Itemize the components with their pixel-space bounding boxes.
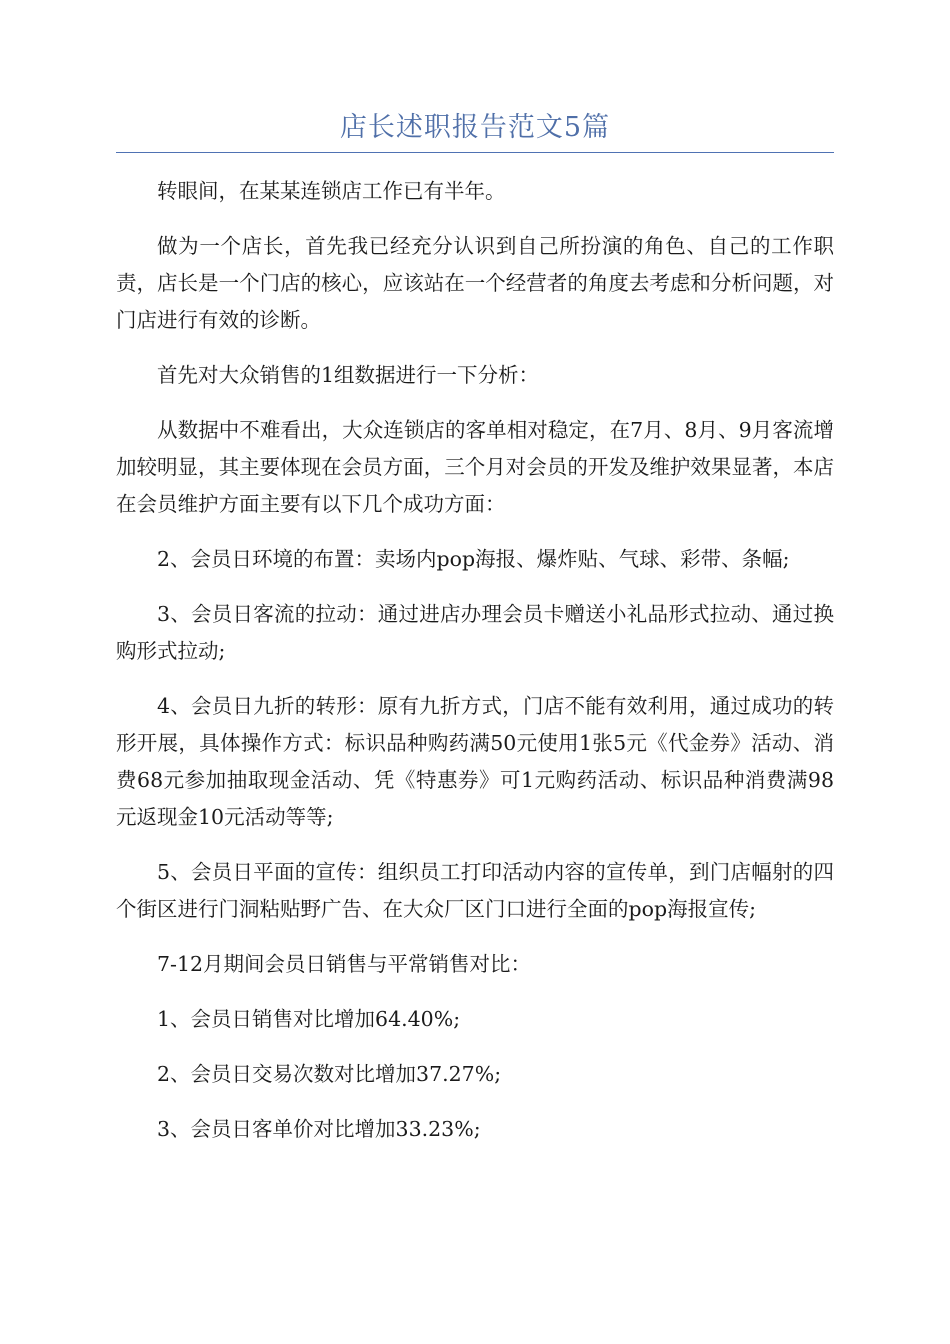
- document-body: [116, 173, 834, 1148]
- stat-unit-price: 3、会员日客单价对比增加33.23%;: [157, 1117, 481, 1141]
- stat-sales: 1、会员日销售对比增加64.40%;: [157, 1007, 461, 1031]
- list-item-discount: 4、会员日九折的转形：原有九折方式，门店不能有效利用，通过成功的转形开展，具体操作方式：标识品种购药满50元使用1张5元《代金券》活动、消费68元参加抽取现金活动、凭《特惠券》可1元购药活动、标识品种消费满98元返现金10元活动等等;: [116, 694, 834, 829]
- paragraph-data-analysis: 首先对大众销售的1组数据进行一下分析：: [157, 363, 540, 387]
- paragraph-findings: 从数据中不难看出，大众连锁店的客单相对稳定，在7月、8月、9月客流增加较明显，其主要体现在会员方面，三个月对会员的开发及维护效果显著，本店在会员维护方面主要有以下几个成功方面：: [116, 418, 834, 516]
- document-title: 店长述职报告范文5篇: [339, 112, 611, 143]
- paragraph-comparison: 7-12月期间会员日销售与平常销售对比：: [157, 952, 532, 976]
- title-underline: [116, 152, 834, 153]
- list-item-promotion: 5、会员日平面的宣传：组织员工打印活动内容的宣传单，到门店幅射的四个街区进行门洞粘贴野广告、在大众厂区门口进行全面的pop海报宣传;: [116, 860, 834, 921]
- stat-transactions: 2、会员日交易次数对比增加37.27%;: [157, 1062, 502, 1086]
- list-item-environment: 2、会员日环境的布置：卖场内pop海报、爆炸贴、气球、彩带、条幅;: [157, 547, 790, 571]
- paragraph-intro: 转眼间，在某某连锁店工作已有半年。: [157, 179, 506, 203]
- list-item-traffic: 3、会员日客流的拉动：通过进店办理会员卡赠送小礼品形式拉动、通过换购形式拉动;: [116, 602, 834, 663]
- document-page: [116, 108, 834, 1148]
- paragraph-role: 做为一个店长，首先我已经充分认识到自己所扮演的角色、自己的工作职责，店长是一个门店的核心，应该站在一个经营者的角度去考虑和分析问题，对门店进行有效的诊断。: [116, 234, 834, 332]
